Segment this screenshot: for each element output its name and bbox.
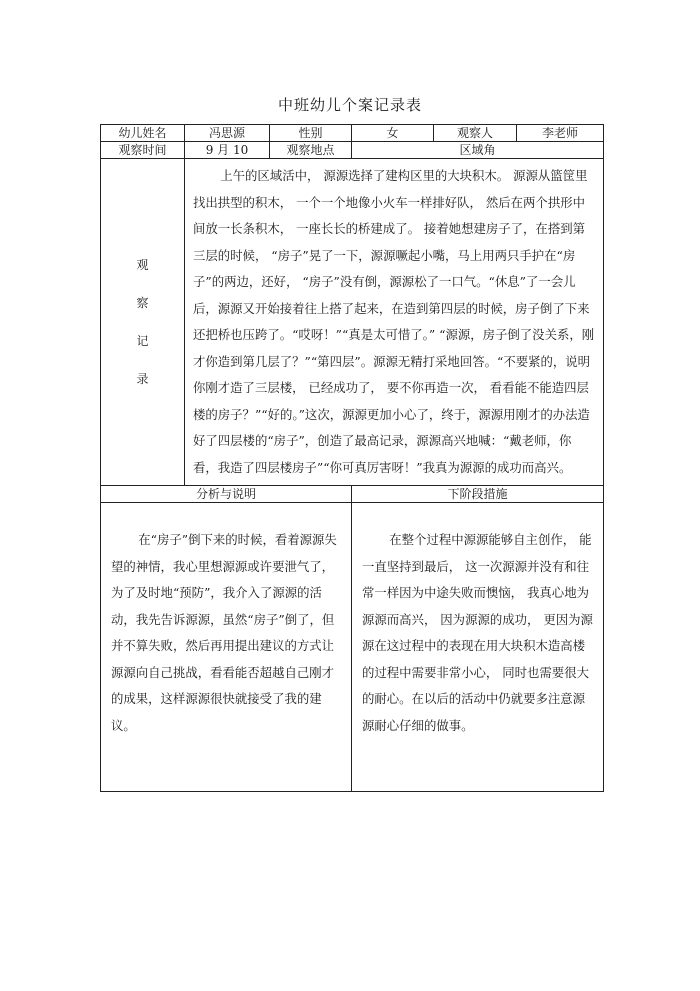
observer-label: 观察人 (434, 125, 517, 142)
name-value: 冯思源 (185, 125, 270, 142)
time-label: 观察时间 (101, 142, 185, 159)
next-steps-header: 下阶段措施 (352, 486, 604, 503)
observation-label-char: 录 (136, 372, 149, 386)
next-steps-text: 在整个过程中源源能够自主创作， 能一直坚持到最后， 这一次源源并没有和往常一样因为中途失败而懊恼， 我真心地为源源而高兴， 因为源源的成功， 更因为源源在这过程中的表现在用大块积木造高楼的过程中需要非常小心， 同时也需要很大的耐心。在以后的活动中仍就要多注意源源耐心仔细的做事。 (352, 503, 604, 792)
observation-label-char: 记 (136, 334, 149, 348)
page-title: 中班幼儿个案记录表 (277, 96, 422, 114)
observation-label-char: 察 (136, 296, 149, 310)
observation-text: 上午的区域活中， 源源选择了建构区里的大块积木。 源源从篮筐里找出拱型的积木， 一个一个地像小火车一样排好队， 然后在两个拱形中间放一长条积木， 一座长长的桥建成了。 接着她想建房子了，在搭到第三层的时候， “房子”晃了一下，源源噘起小嘴，马上用两只手护在“房子”的两边，还好， “房子”没有倒，源源松了一口气。“休息”了一会儿后，源源又开始接着往上搭了起来，在造到第四层的时候，房子倒了下来还把桥也压跨了。“哎呀！”“真是太可惜了。” “源源，房子倒了没关系，刚才你造到第几层了？”“第四层”。源源无精打采地回答。“不要紧的，说明你刚才造了三层楼， 已经成功了， 要不你再造一次， 看看能不能造四层楼的房子？”“好的。”这次，源源更加小心了，终于，源源用刚才的办法造好了四层楼的“房子”，创造了最高记录，源源高兴地喊：“戴老师，你看，我造了四层楼房子”“你可真厉害呀！”我真为源源的成功而高兴。 (185, 159, 604, 486)
observation-label (101, 159, 185, 486)
section-header-row (101, 486, 604, 503)
analysis-header: 分析与说明 (101, 486, 352, 503)
record-table (100, 124, 604, 792)
observation-row (101, 159, 604, 486)
time-value: 9 月 10 (185, 142, 270, 159)
place-label: 观察地点 (270, 142, 352, 159)
info-row-1 (101, 125, 604, 142)
info-row-2 (101, 142, 604, 159)
gender-label: 性别 (270, 125, 352, 142)
gender-value: 女 (352, 125, 434, 142)
observation-label-char: 观 (136, 258, 149, 272)
section-body-row (101, 503, 604, 792)
analysis-text: 在“房子”倒下来的时候，看着源源失望的神情，我心里想源源或许要泄气了，为了及时地“预防”，我介入了源源的活动，我先告诉源源，虽然“房子”倒了，但并不算失败，然后再用提出建议的方式让源源向自己挑战，看看能否超越自己刚才的成果，这样源源很快就接受了我的建议。 (101, 503, 352, 792)
name-label: 幼儿姓名 (101, 125, 185, 142)
place-value: 区域角 (352, 142, 604, 159)
observer-value: 李老师 (517, 125, 604, 142)
